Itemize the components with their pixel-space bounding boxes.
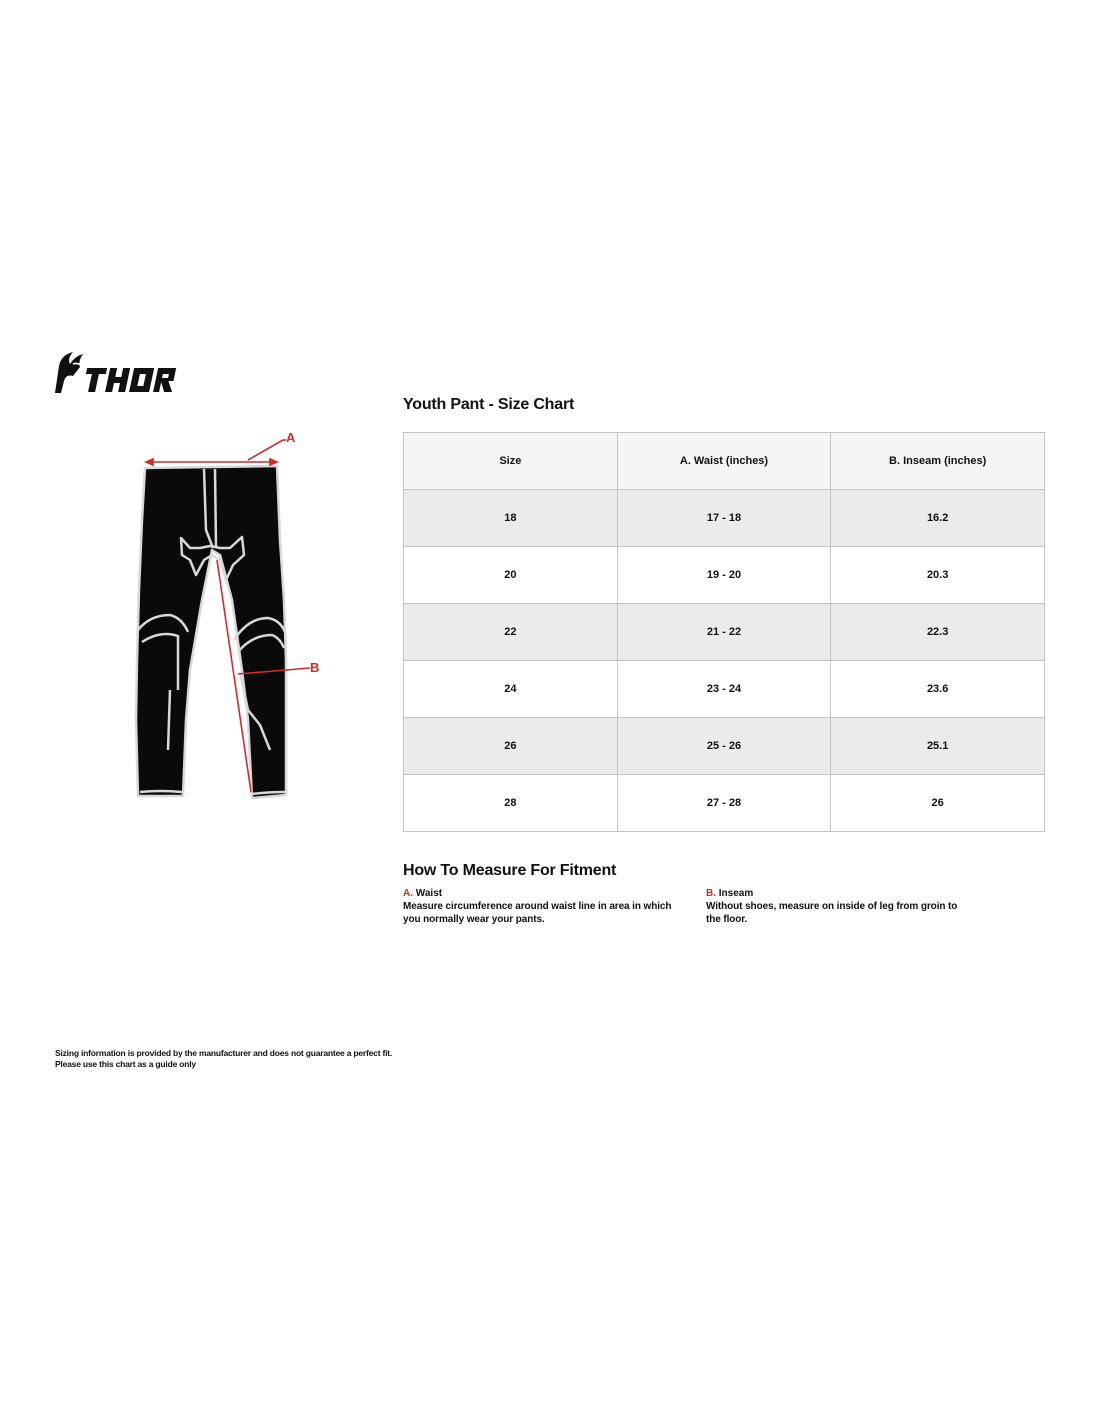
cell-inseam: 22.3 [831,604,1045,661]
pants-diagram [120,420,340,810]
size-chart-table [403,432,1045,832]
measure-waist-line2: you normally wear your pants. [403,914,545,925]
cell-size: 28 [404,775,618,832]
cell-waist: 25 - 26 [617,718,831,775]
table-row [404,661,1045,718]
cell-size: 18 [404,490,618,547]
cell-waist: 23 - 24 [617,661,831,718]
measure-waist-line1: Measure circumference around waist line in area in which [403,901,672,912]
label-a: A [286,430,296,445]
measure-title: How To Measure For Fitment [403,862,617,879]
measure-waist-name: Waist [415,888,443,899]
column-header-size: Size [404,433,618,490]
pants-silhouette [136,466,286,798]
table-row [404,775,1045,832]
measure-waist [403,887,673,926]
cell-inseam: 26 [831,775,1045,832]
measure-waist-letter: A. [403,888,413,899]
column-header-waist: A. Waist (inches) [617,433,831,490]
measure-inseam-line2: the floor. [706,914,748,925]
disclaimer [55,1048,415,1070]
measure-inseam [706,887,976,926]
table-header-row [404,433,1045,490]
thor-logo [53,350,183,396]
column-header-inseam: B. Inseam (inches) [831,433,1045,490]
cell-inseam: 16.2 [831,490,1045,547]
measure-inseam-name: Inseam [718,888,754,899]
cell-size: 20 [404,547,618,604]
table-row [404,547,1045,604]
table-row [404,604,1045,661]
chart-title: Youth Pant - Size Chart [403,396,575,413]
cell-size: 24 [404,661,618,718]
cell-inseam: 23.6 [831,661,1045,718]
cell-size: 22 [404,604,618,661]
waist-measure-line [146,440,286,465]
cell-waist: 17 - 18 [617,490,831,547]
table-row [404,718,1045,775]
disclaimer-line1: Sizing information is provided by the manufacturer and does not guarantee a perfect fit. [55,1048,393,1058]
cell-waist: 21 - 22 [617,604,831,661]
cell-waist: 19 - 20 [617,547,831,604]
cell-waist: 27 - 28 [617,775,831,832]
cell-size: 26 [404,718,618,775]
measure-inseam-line1: Without shoes, measure on inside of leg from groin to [706,901,958,912]
thor-emblem-icon [55,352,83,393]
measure-inseam-letter: B. [706,888,716,899]
cell-inseam: 25.1 [831,718,1045,775]
label-b: B [310,660,320,675]
table-row [404,490,1045,547]
disclaimer-line2: Please use this chart as a guide only [55,1059,196,1069]
cell-inseam: 20.3 [831,547,1045,604]
